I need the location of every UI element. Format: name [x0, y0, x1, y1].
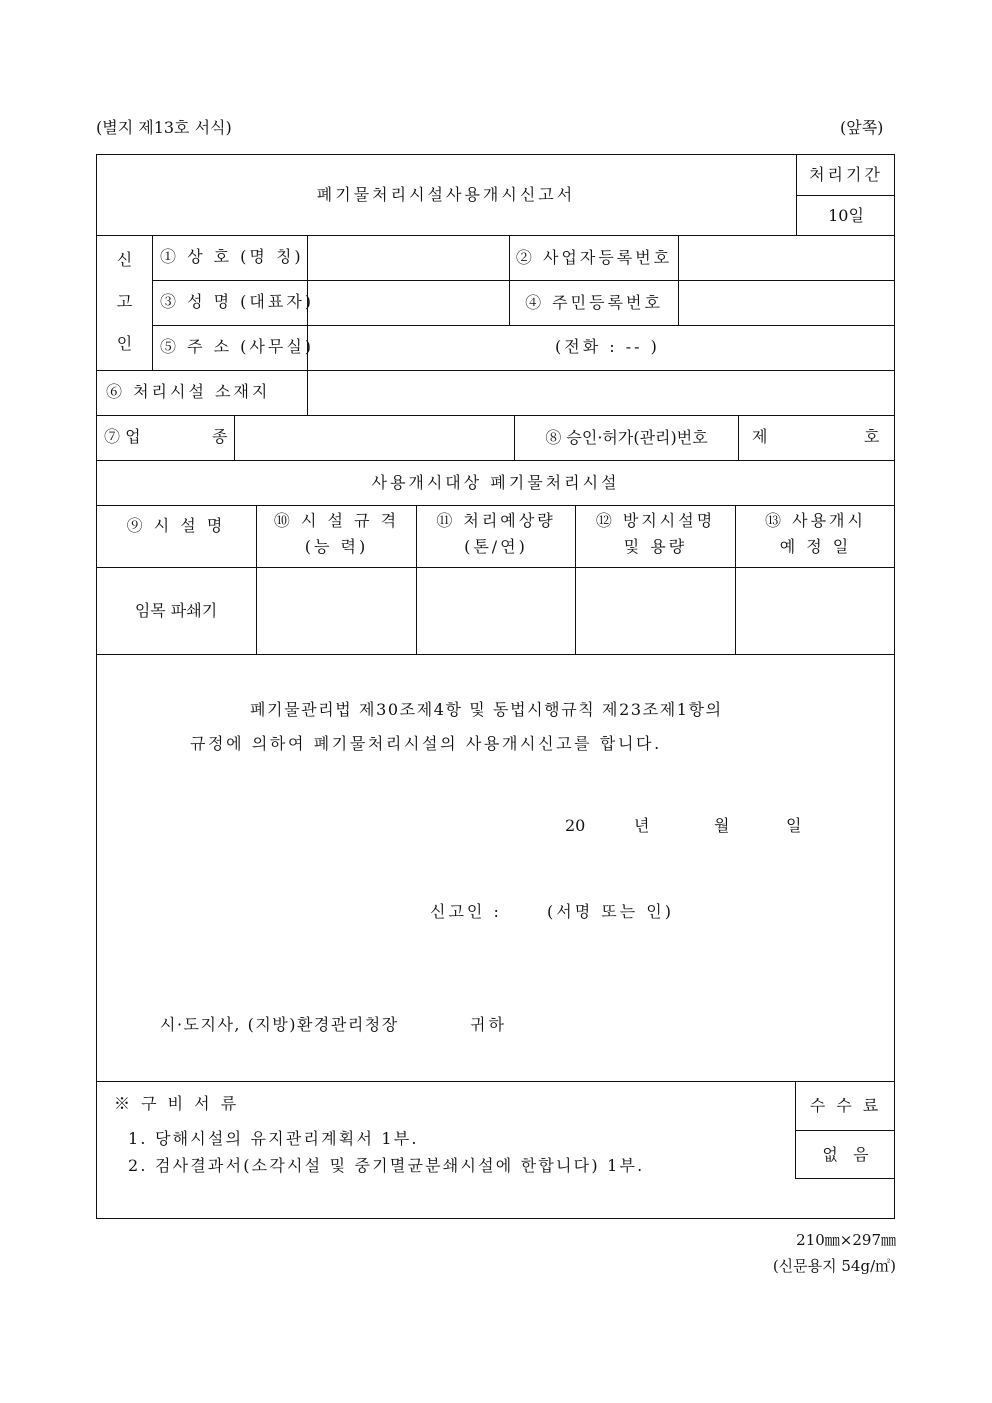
business-type-label-end: 종: [212, 427, 228, 446]
facility-location-field[interactable]: [308, 371, 895, 415]
signature-hint: (서명 또는 인): [547, 902, 674, 921]
processing-period-label: 처리기간: [809, 165, 883, 184]
form-title: 폐기물처리시설사용개시신고서: [316, 185, 576, 204]
paper-size: 210㎜×297㎜: [796, 1231, 896, 1249]
column-header-expected-volume: ⑪ 처리예상량: [436, 511, 556, 530]
business-type-field[interactable]: [235, 416, 514, 460]
date-month-field[interactable]: [655, 814, 710, 838]
processing-period-value: 10일: [828, 205, 864, 225]
fee-label: 수 수 료: [809, 1096, 882, 1115]
column-header-prevention-facility-sub: 및 용량: [623, 537, 688, 556]
declaration-line-2: 규정에 의하여 폐기물처리시설의 사용개시신고를 합니다.: [190, 734, 662, 753]
phone-text: (전화 : -- ): [555, 337, 660, 356]
address-label: ⑤ 주 소 (사무실): [160, 337, 315, 356]
approval-number-label: ⑧ 승인·허가(관리)번호: [545, 428, 708, 447]
column-header-start-date: ⑬ 사용개시: [765, 511, 866, 530]
date-day-field[interactable]: [735, 814, 783, 838]
facility-name-cell[interactable]: 임목 파쇄기: [134, 601, 218, 620]
company-name-label: ① 상 호 (명 칭): [160, 247, 304, 266]
date-month-unit: 월: [714, 816, 730, 835]
business-type-label: ⑦ 업: [104, 427, 141, 446]
target-facility-section-title: 사용개시대상 폐기물처리시설: [371, 473, 620, 492]
resident-registration-label: ④ 주민등록번호: [525, 293, 663, 312]
resident-registration-field[interactable]: [679, 281, 895, 325]
required-document-item: 2. 검사결과서(소각시설 및 중기멸균분쇄시설에 한합니다) 1부.: [128, 1156, 645, 1175]
company-name-field[interactable]: [308, 236, 509, 280]
column-header-start-date-sub: 예 정 일: [779, 537, 852, 556]
column-header-expected-volume-sub: (톤/연): [464, 537, 528, 556]
applicant-signature-label: 신고인 :: [430, 902, 502, 921]
date-day-unit: 일: [786, 816, 802, 835]
applicant-group-char-3: 인: [116, 334, 133, 353]
page-side-label: (앞쪽): [840, 118, 884, 137]
start-date-cell[interactable]: [736, 568, 895, 654]
approval-number-prefix: 제: [752, 427, 768, 446]
facility-location-label: ⑥ 처리시설 소재지: [106, 382, 271, 401]
applicant-group-char-1: 신: [116, 250, 133, 269]
form-number: (별지 제13호 서식): [96, 118, 232, 137]
declaration-line-1: 폐기물관리법 제30조제4항 및 동법시행규칙 제23조제1항의: [250, 700, 723, 719]
facility-spec-cell[interactable]: [257, 568, 416, 654]
date-year-prefix: 20: [565, 816, 586, 835]
business-registration-label: ② 사업자등록번호: [515, 248, 673, 267]
column-header-facility-spec-sub: (능 력): [304, 537, 369, 556]
addressee: 시·도지사, (지방)환경관리청장: [160, 1015, 399, 1034]
applicant-group-char-2: 고: [116, 292, 133, 311]
required-documents-title: ※ 구 비 서 류: [114, 1094, 240, 1113]
honorific: 귀하: [470, 1015, 507, 1034]
approval-number-suffix: 호: [864, 427, 880, 446]
date-year-unit: 년: [634, 816, 650, 835]
representative-name-field[interactable]: [308, 281, 509, 325]
column-header-prevention-facility: ⑫ 방지시설명: [595, 511, 716, 530]
prevention-facility-cell[interactable]: [576, 568, 735, 654]
date-year-field[interactable]: [588, 814, 628, 838]
paper-type: (신문용지 54g/㎡): [772, 1257, 896, 1275]
column-header-facility-spec: ⑩ 시 설 규 격: [273, 511, 400, 530]
required-document-item: 1. 당해시설의 유지관리계획서 1부.: [128, 1129, 419, 1148]
column-header-facility-name: ⑨ 시 설 명: [126, 516, 226, 535]
representative-name-label: ③ 성 명 (대표자): [160, 292, 315, 311]
fee-value: 없 음: [822, 1144, 869, 1164]
business-registration-field[interactable]: [679, 236, 895, 280]
expected-volume-cell[interactable]: [417, 568, 575, 654]
